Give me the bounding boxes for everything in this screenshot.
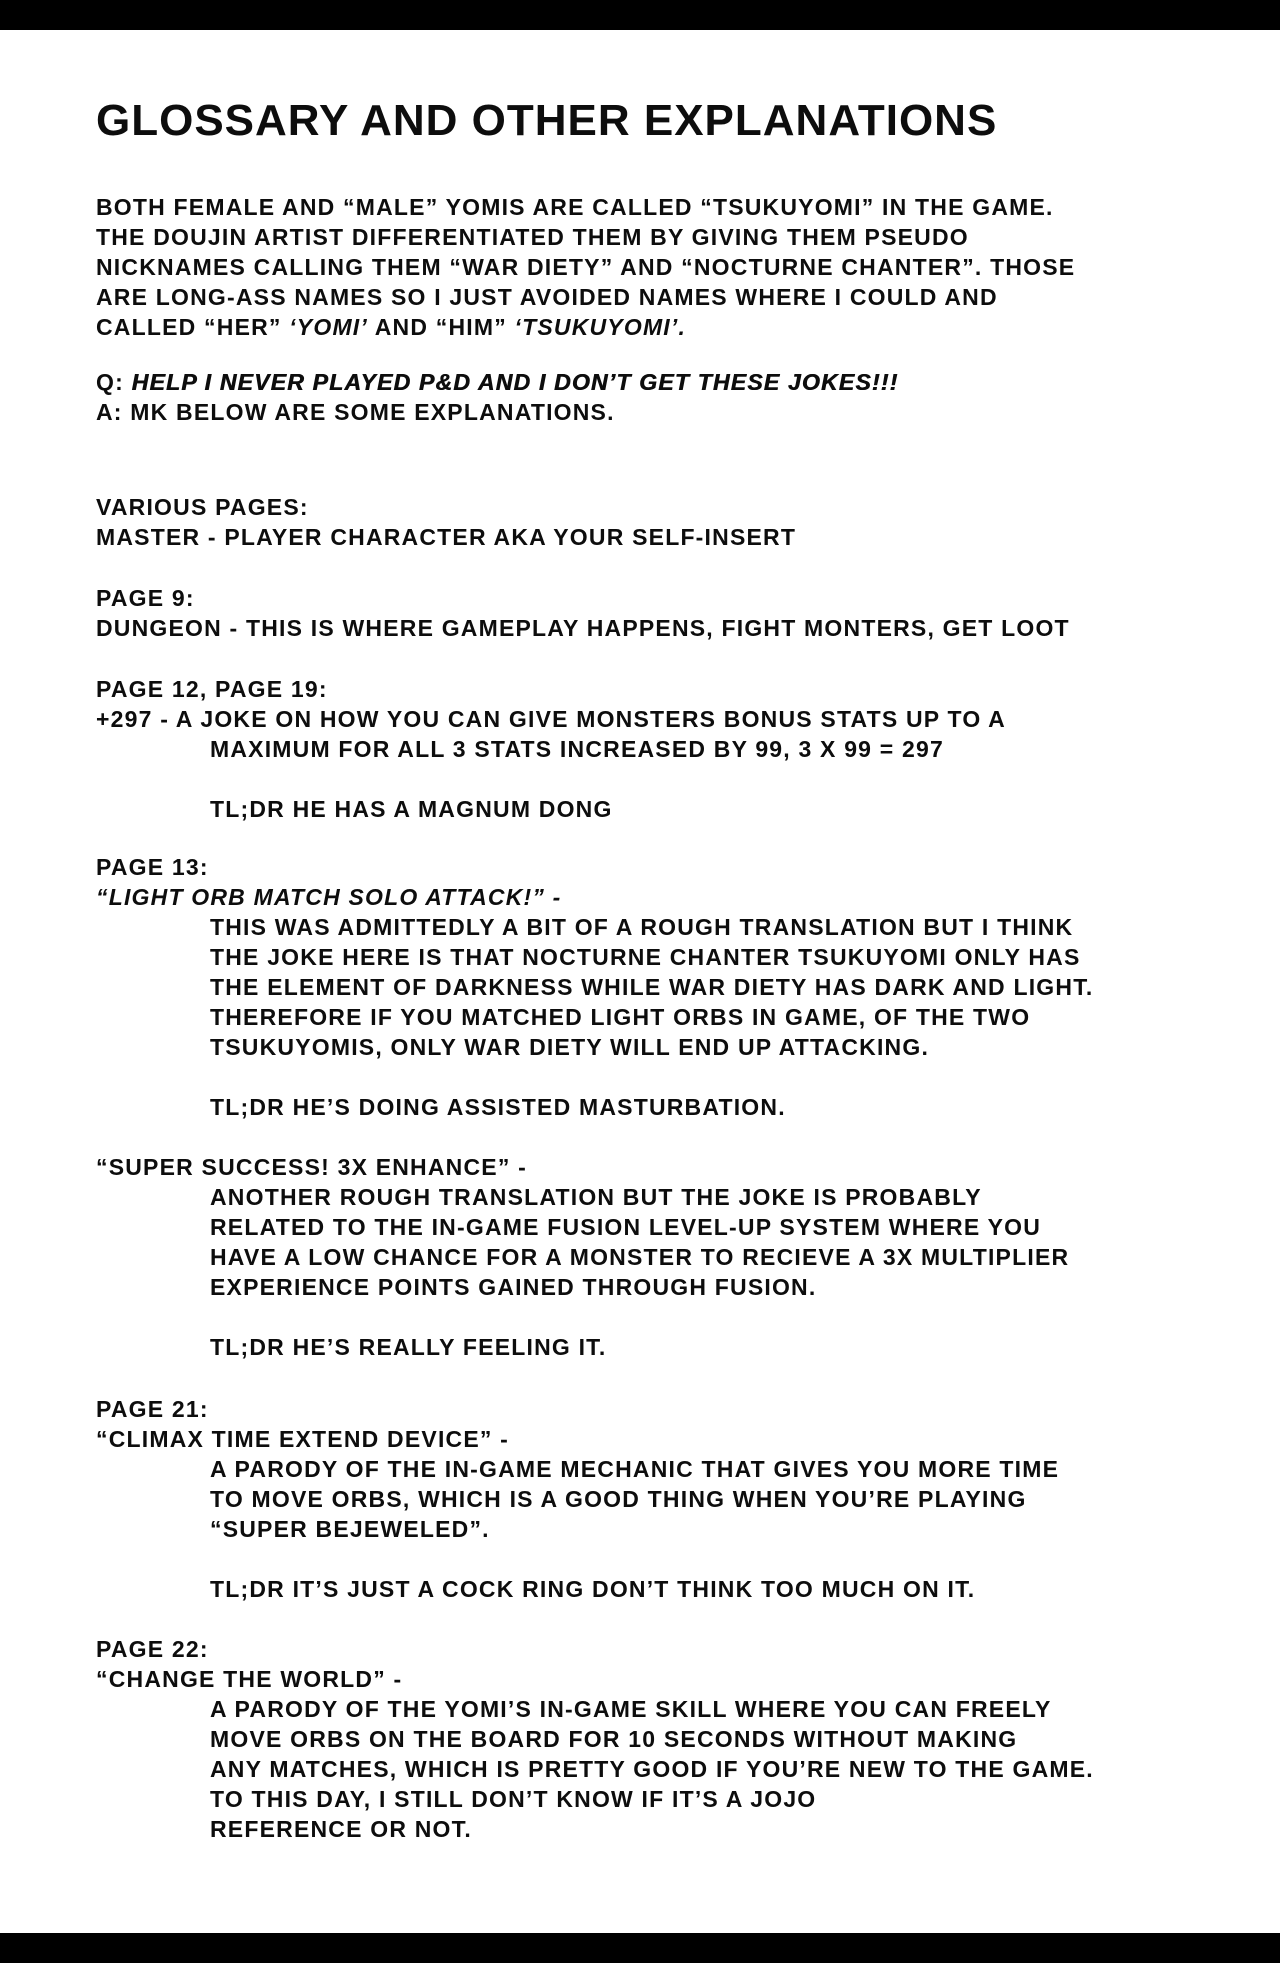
section-heading: PAGE 13: [96, 854, 209, 880]
section-page-22 [96, 1634, 1244, 1844]
quoted-term: “CLIMAX TIME EXTEND DEVICE” - [96, 1426, 510, 1452]
tldr-line: TL;DR HE’S DOING ASSISTED MASTURBATION. [210, 1094, 786, 1120]
glossary-line: MOVE ORBS ON THE BOARD FOR 10 SECONDS WITHOUT MAKING [210, 1726, 1018, 1752]
intro-paragraph [96, 192, 1244, 342]
glossary-line: REFERENCE OR NOT. [210, 1816, 472, 1842]
tldr-note [96, 1092, 1244, 1122]
glossary-line: THEREFORE IF YOU MATCHED LIGHT ORBS IN GAME, OF THE TWO [210, 1004, 1031, 1030]
qa-question-text: HELP I NEVER PLAYED P&D AND I DON’T GET THESE JOKES!!! [131, 369, 899, 395]
tldr-note [96, 794, 1244, 824]
section-heading: VARIOUS PAGES: [96, 494, 309, 520]
tldr-line: TL;DR HE HAS A MAGNUM DONG [210, 796, 613, 822]
section-super-success [96, 1152, 1244, 1302]
qa-question-label: Q: [96, 369, 132, 395]
glossary-line: TO THIS DAY, I STILL DON’T KNOW IF IT’S A JOJO [210, 1786, 817, 1812]
section-heading: PAGE 22: [96, 1636, 209, 1662]
glossary-line: +297 - A JOKE ON HOW YOU CAN GIVE MONSTERS BONUS STATS UP TO A [96, 706, 1006, 732]
glossary-line: MASTER - PLAYER CHARACTER AKA YOUR SELF-INSERT [96, 524, 797, 550]
intro-line-5 [96, 312, 1244, 342]
section-page-13 [96, 852, 1244, 1062]
intro-line-2: THE DOUJIN ARTIST DIFFERENTIATED THEM BY GIVING THEM PSEUDO [96, 224, 969, 250]
tldr-note [96, 1332, 1244, 1362]
glossary-line: THE ELEMENT OF DARKNESS WHILE WAR DIETY HAS DARK AND LIGHT. [210, 974, 1094, 1000]
glossary-line: ANY MATCHES, WHICH IS PRETTY GOOD IF YOU’RE NEW TO THE GAME. [210, 1756, 1094, 1782]
glossary-line: RELATED TO THE IN-GAME FUSION LEVEL-UP SYSTEM WHERE YOU [210, 1214, 1042, 1240]
glossary-line: A PARODY OF THE YOMI’S IN-GAME SKILL WHERE YOU CAN FREELY [210, 1696, 1052, 1722]
page-title: GLOSSARY AND OTHER EXPLANATIONS [96, 96, 998, 145]
glossary-line: TO MOVE ORBS, WHICH IS A GOOD THING WHEN YOU’RE PLAYING [210, 1486, 1027, 1512]
section-heading: PAGE 9: [96, 585, 195, 611]
top-border-bar [0, 0, 1280, 30]
glossary-line: HAVE A LOW CHANCE FOR A MONSTER TO RECIEVE A 3X MULTIPLIER [210, 1244, 1070, 1270]
tsukuyomi-name: ‘TSUKUYOMI’. [514, 314, 687, 340]
intro-line-5-mid: AND “HIM” [367, 314, 515, 340]
quoted-term: “SUPER SUCCESS! 3X ENHANCE” - [96, 1154, 527, 1180]
yomi-name: ‘YOMI’ [289, 314, 368, 340]
qa-question [96, 367, 1244, 397]
section-various-pages [96, 492, 1244, 552]
tldr-line: TL;DR IT’S JUST A COCK RING DON’T THINK TOO MUCH ON IT. [210, 1576, 976, 1602]
intro-line-1: BOTH FEMALE AND “MALE” YOMIS ARE CALLED “TSUKUYOMI” IN THE GAME. [96, 194, 1054, 220]
page-content [0, 30, 1280, 1844]
glossary-line: ANOTHER ROUGH TRANSLATION BUT THE JOKE IS PROBABLY [210, 1184, 982, 1210]
section-heading: PAGE 21: [96, 1396, 209, 1422]
tldr-line: TL;DR HE’S REALLY FEELING IT. [210, 1334, 607, 1360]
qa-block [96, 367, 1244, 427]
section-page-12-19 [96, 674, 1244, 764]
glossary-line: TSUKUYOMIS, ONLY WAR DIETY WILL END UP ATTACKING. [210, 1034, 930, 1060]
bottom-border-bar [0, 1933, 1280, 1963]
intro-line-4: ARE LONG-ASS NAMES SO I JUST AVOIDED NAMES WHERE I COULD AND [96, 284, 998, 310]
intro-line-5-pre: CALLED “HER” [96, 314, 290, 340]
intro-line-3: NICKNAMES CALLING THEM “WAR DIETY” AND “NOCTURNE CHANTER”. THOSE [96, 254, 1076, 280]
glossary-line: EXPERIENCE POINTS GAINED THROUGH FUSION. [210, 1274, 817, 1300]
quoted-term: “CHANGE THE WORLD” - [96, 1666, 403, 1692]
section-heading: PAGE 12, PAGE 19: [96, 676, 328, 702]
section-page-9 [96, 583, 1244, 643]
glossary-line: THIS WAS ADMITTEDLY A BIT OF A ROUGH TRANSLATION BUT I THINK [210, 914, 1074, 940]
tldr-note [96, 1574, 1244, 1604]
glossary-line: MAXIMUM FOR ALL 3 STATS INCREASED BY 99, 3 X 99 = 297 [210, 736, 944, 762]
qa-answer: A: MK BELOW ARE SOME EXPLANATIONS. [96, 399, 615, 425]
glossary-line: “SUPER BEJEWELED”. [210, 1516, 490, 1542]
section-page-21 [96, 1394, 1244, 1544]
glossary-line: A PARODY OF THE IN-GAME MECHANIC THAT GIVES YOU MORE TIME [210, 1456, 1060, 1482]
glossary-line: THE JOKE HERE IS THAT NOCTURNE CHANTER TSUKUYOMI ONLY HAS [210, 944, 1081, 970]
glossary-line: DUNGEON - THIS IS WHERE GAMEPLAY HAPPENS, FIGHT MONTERS, GET LOOT [96, 615, 1070, 641]
quoted-term: “LIGHT ORB MATCH SOLO ATTACK!” - [96, 884, 562, 910]
